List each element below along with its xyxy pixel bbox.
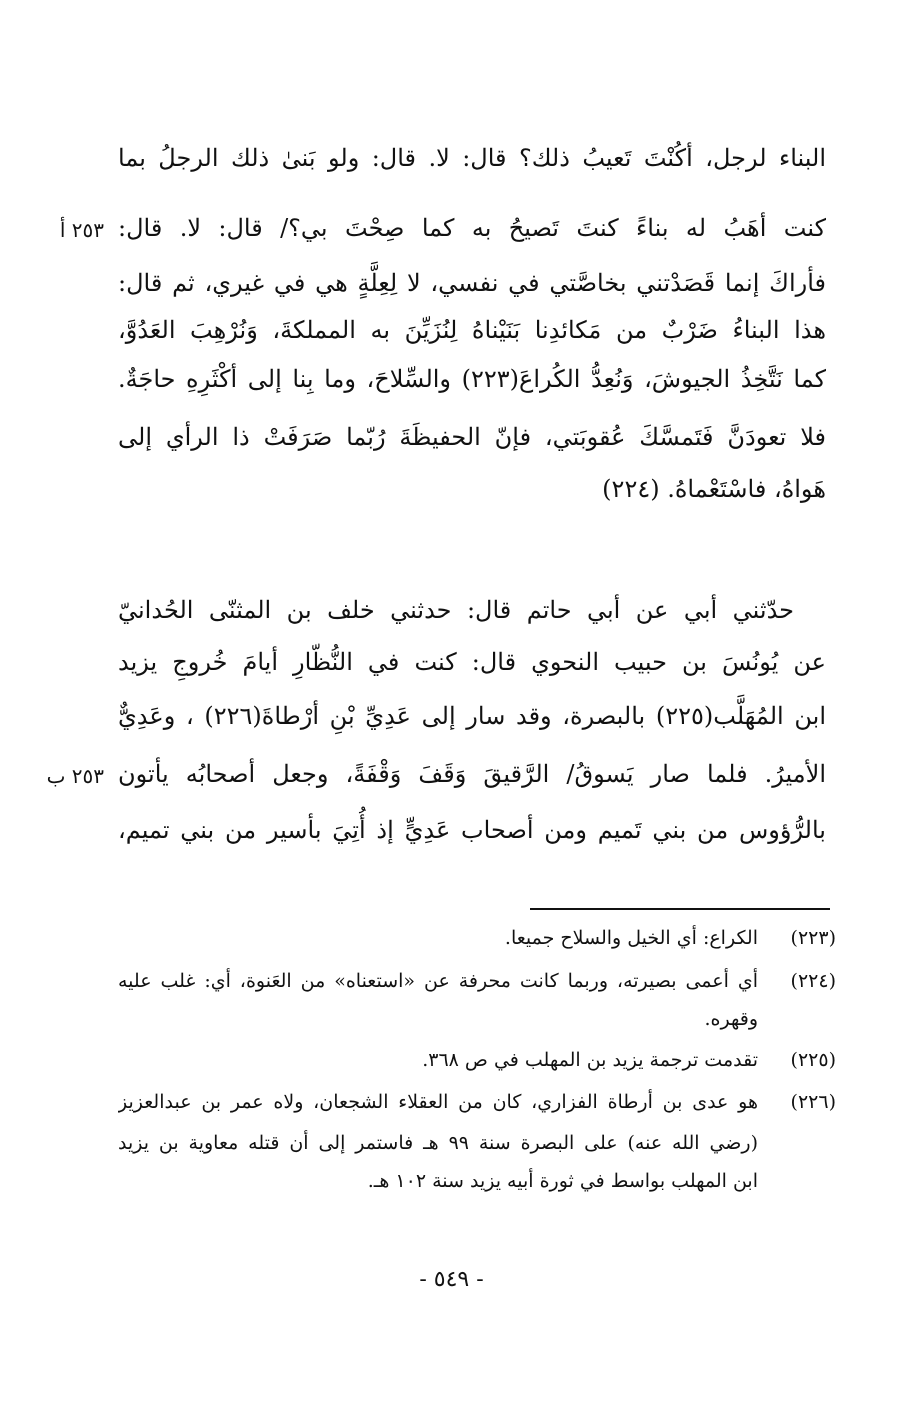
- footnote-number: (٢٢٣): [790, 927, 836, 949]
- footnote-text: الكراع: أي الخيل والسلاح جميعا.: [504, 927, 758, 949]
- text-line: بالرُّؤوس من بني تَميم ومن أصحاب عَدِيٍّ إذ أُتِيَ بأسير من بني تميم،: [118, 816, 826, 844]
- text-line: هذا البناءُ ضَرْبٌ من مَكائدِنا بَنَيْناهُ لِنُزَيِّنَ به المملكةَ، وَنُرْهِبَ العَدُوَّ،: [118, 316, 826, 344]
- footnote-number: (٢٢٤): [790, 970, 836, 992]
- footnote-separator: [530, 908, 830, 910]
- text-line: فأراكَ إنما قَصَدْتني بخاصَّتي في نفسي، لا لِعِلَّةٍ هي في غيري، ثم قال:: [118, 269, 826, 297]
- text-line: كنت أهَبُ له بناءً كنتَ تَصيحُ به كما صِحْتَ بي؟/ قال: لا. قال:: [118, 214, 826, 242]
- footnote-text: ابن المهلب بواسط في ثورة أبيه يزيد سنة ١٠٢ هـ.: [367, 1170, 758, 1192]
- text-line: فلا تعودَنَّ فَتَمسَّكَ عُقوبَتي، فإنّ الحفيظَةَ رُبّما صَرَفَتْ ذا الرأي إلى: [118, 423, 826, 451]
- text-line: عن يُونُسَ بن حبيب النحوي قال: كنت في النُّظّارِ أيامَ خُروجِ يزيد: [118, 648, 826, 676]
- text-line: حدّثني أبي عن أبي حاتم قال: حدثني خلف بن المثنّى الحُدانيّ: [118, 596, 794, 624]
- text-line: الأميرُ. فلما صار يَسوقُ/ الرَّقيقَ وَقَفَ وَقْفَةً، وجعل أصحابُه يأتون: [118, 760, 826, 788]
- margin-folio-note: ٢٥٣ أ: [59, 218, 104, 242]
- footnote-text: وقهره.: [704, 1008, 758, 1030]
- footnote-number: (٢٢٥): [790, 1049, 836, 1071]
- footnote-text: تقدمت ترجمة يزيد بن المهلب في ص ٣٦٨.: [422, 1049, 758, 1071]
- margin-folio-note: ٢٥٣ ب: [46, 764, 104, 788]
- footnote-number: (٢٢٦): [790, 1091, 836, 1113]
- text-line: كما نَتَّخِذُ الجيوشَ، وَنُعِدُّ الكُراعَ(٢٢٣) والسِّلاحَ، وما بِنا إلى أكْثَرِهِ حاجَةٌ.: [118, 365, 826, 393]
- footnote-text: أي أعمى بصيرته، وربما كانت محرفة عن «استعناه» من العَنوة، أي: غلب عليه: [118, 970, 758, 992]
- text-line: البناء لرجل، أكُنْتَ تَعيبُ ذلك؟ قال: لا. قال: ولو بَنىٰ ذلك الرجلُ بما: [118, 144, 826, 172]
- footnote-text: (رضي الله عنه) على البصرة سنة ٩٩ هـ فاستمر إلى أن قتله معاوية بن يزيد: [118, 1132, 758, 1154]
- page-number: - ٥٤٩ -: [419, 1267, 484, 1292]
- text-line: هَواهُ، فاسْتَعْماهُ. (٢٢٤): [602, 475, 826, 503]
- text-line: ابن المُهَلَّب(٢٢٥) بالبصرة، وقد سار إلى عَدِيِّ بْنِ أرْطاةَ(٢٢٦) ، وعَدِيٌّ: [118, 702, 826, 730]
- footnote-text: هو عدى بن أرطاة الفزاري، كان من العقلاء الشجعان، ولاه عمر بن عبدالعزيز: [118, 1091, 758, 1113]
